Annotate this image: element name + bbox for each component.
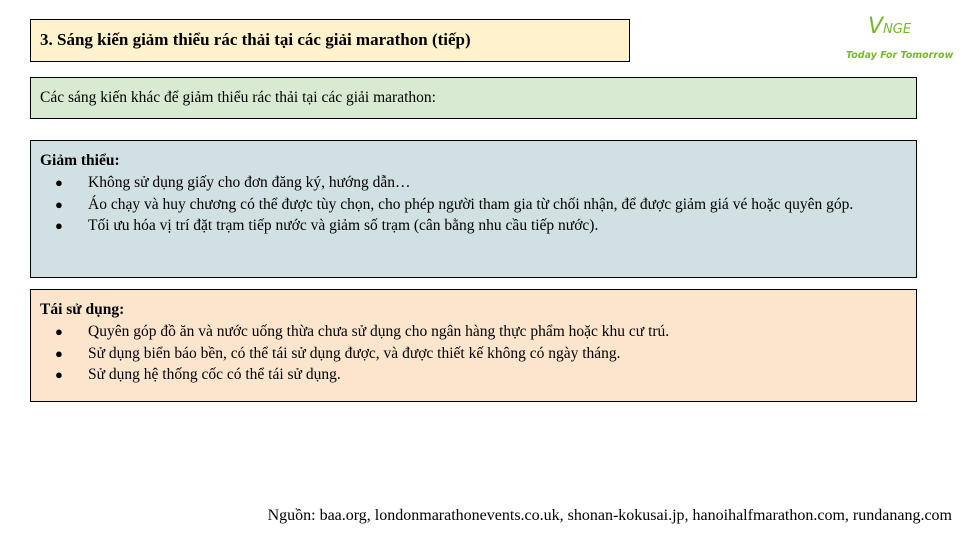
list-item	[40, 194, 906, 216]
list-item	[40, 172, 906, 194]
reduce-list	[40, 172, 906, 237]
logo-mark	[868, 14, 911, 39]
list-item-text: Quyên góp đồ ăn và nước uống thừa chưa sử dụng cho ngân hàng thực phẩm hoặc khu cư trú.	[88, 323, 670, 340]
vnge-logo	[842, 14, 952, 64]
intro-box	[30, 77, 917, 119]
list-item	[40, 215, 906, 237]
logo-tagline: Today For Tomorrow	[846, 50, 954, 61]
reuse-section	[30, 289, 917, 402]
bullet-icon: ●	[55, 218, 63, 233]
list-item-text: Sử dụng hệ thống cốc có thể tái sử dụng.	[88, 366, 341, 383]
reuse-list	[40, 321, 906, 386]
list-item	[40, 321, 906, 343]
list-item	[40, 343, 906, 365]
list-item-text: Áo chạy và huy chương có thể được tùy chọn, cho phép người tham gia từ chối nhận, để được giảm giá vé hoặc quyên góp.	[88, 195, 854, 213]
source-citation: Nguồn: baa.org, londonmarathonevents.co.uk, shonan-kokusai.jp, hanoihalfmarathon.com, rundanang.com	[267, 507, 952, 524]
list-item	[40, 364, 906, 386]
reuse-heading: Tái sử dụng:	[40, 301, 125, 318]
bullet-icon: ●	[55, 196, 63, 212]
reduce-section	[30, 140, 917, 278]
logo-mark-rest: NGE	[883, 22, 912, 37]
slide-title	[30, 19, 630, 62]
list-item-text: Không sử dụng giấy cho đơn đăng ký, hướng dẫn…	[88, 174, 411, 191]
intro-text: Các sáng kiến khác để giảm thiểu rác thải tại các giải marathon:	[40, 89, 436, 106]
bullet-icon: ●	[55, 345, 63, 361]
bullet-icon: ●	[55, 324, 63, 339]
bullet-icon: ●	[55, 175, 63, 190]
slide-title-text: 3. Sáng kiến giảm thiểu rác thải tại các giải marathon (tiếp)	[40, 30, 471, 49]
bullet-icon: ●	[55, 367, 63, 382]
list-item-text: Sử dụng biển báo bền, có thể tái sử dụng được, và được thiết kế không có ngày tháng.	[88, 344, 621, 362]
list-item-text: Tối ưu hóa vị trí đặt trạm tiếp nước và giảm số trạm (cân bằng nhu cầu tiếp nước).	[88, 217, 599, 234]
reduce-heading: Giảm thiểu:	[40, 152, 120, 169]
logo-mark-v: V	[868, 14, 884, 39]
